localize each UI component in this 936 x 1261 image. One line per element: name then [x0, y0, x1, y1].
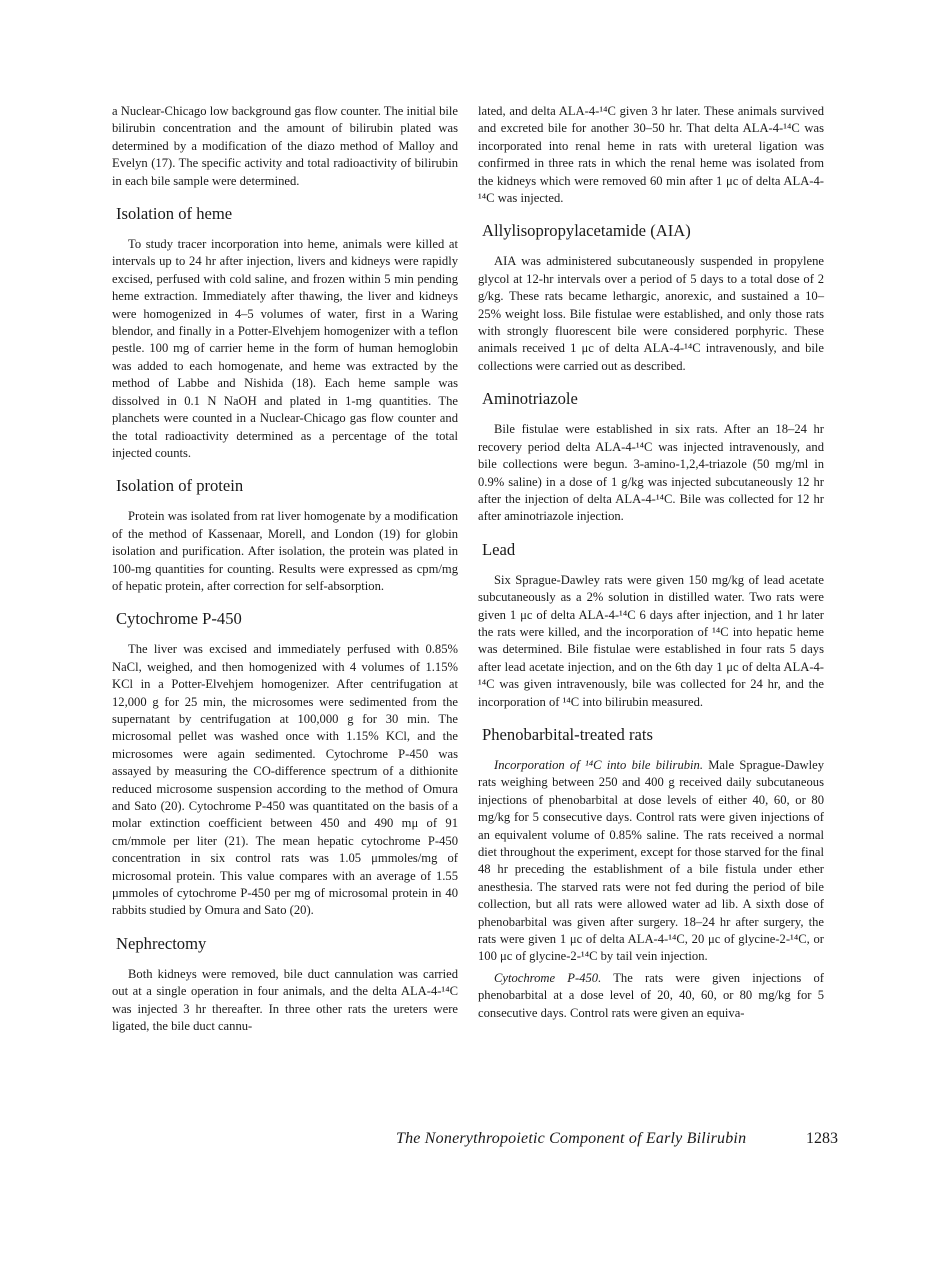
paragraph-heme: To study tracer incorporation into heme, animals were killed at intervals up to 24 hr after injection, livers and kidneys were rapidly excised, perfused with cold saline, and frozen within 5 min pending heme extraction. Immediately after thawing, the liver and kidneys were homogenized in 4–5 volumes of water, first in a Waring blendor, and finally in a Potter-Elvehjem homogenizer with a teflon pestle. 100 mg of carrier heme in the form of human hemoglobin was added to each homogenate, and heme was extracted by the method of Labbe and Nishida (18). Each heme sample was dissolved in 0.1 N NaOH and plated in 1-mg quantities. The planchets were counted in a Nuclear-Chicago gas flow counter and the total radioactivity determined as a percentage of the total injected counts. [112, 237, 458, 460]
paragraph-aia: AIA was administered subcutaneously suspended in propylene glycol at 12-hr intervals over a period of 5 days to a total dose of 2 g/kg. These rats became lethargic, anorexic, and sustained a 10–25% weight loss. Bile fistulae were established, and only those rats with strongly fluorescent bile were considered porphyric. These animals received 1 μc of delta ALA-4-¹⁴C intravenously, and bile collections were carried out as described. [478, 254, 824, 373]
paragraph-cytochrome-phenobarbital [478, 970, 824, 1022]
heading-cytochrome-p450: Cytochrome P-450 [116, 609, 242, 629]
right-column [478, 103, 824, 1022]
heading-nephrectomy: Nephrectomy [116, 933, 207, 953]
run-in-cytochrome: Cytochrome P-450. [494, 970, 602, 985]
paragraph-phenobarbital [478, 757, 824, 966]
paragraph-lead: Six Sprague-Dawley rats were given 150 mg/kg of lead acetate subcutaneously as a 2% solution in distilled water. Two rats were given 1 μc of delta ALA-4-¹⁴C 6 days after injection, and 1 hr later the rats were killed, and the incorporation of ¹⁴C into hepatic heme was determined. Bile fistulae were established in four rats 5 days after lead acetate injection, and on the 6th day 1 μc of delta ALA-4-¹⁴C was given intravenously, bile was collected for 24 hr, and the incorporation of ¹⁴C into bilirubin measured. [478, 572, 824, 709]
heading-isolation-of-heme: Isolation of heme [116, 204, 233, 224]
run-in-incorporation: Incorporation of ¹⁴C into bile bilirubin. [494, 757, 703, 772]
page-number: 1283 [806, 1130, 838, 1147]
heading-aia: Allylisopropylacetamide (AIA) [482, 221, 691, 241]
heading-lead: Lead [482, 539, 516, 559]
paragraph-nephrectomy-continued: lated, and delta ALA-4-¹⁴C given 3 hr later. These animals survived and excreted bile for another 30–50 hr. That delta ALA-4-¹⁴C was incorporated into renal heme in rats with ureteral ligation was confirmed in three rats in which the renal heme was isolated from the kidneys which were removed 60 min after 1 μc of delta ALA-4-¹⁴C was injected. [478, 104, 824, 206]
paragraph-cytochrome-p450: The liver was excised and immediately perfused with 0.85% NaCl, weighed, and then homogenized with 4 volumes of 1.15% KCl in a Potter-Elvehjem homogenizer. After centrifugation at 12,000 g for 25 min, the microsomes were sedimented from the supernatant by centrifugation at 100,000 g for 30 min. The microsomal pellet was washed once with 1.15% KCl, and the microsomes were again sedimented. Cytochrome P-450 was assayed by measuring the CO-difference spectrum of a dithionite reduced microsome suspension according to the method of Omura and Sato (20). Cytochrome P-450 was quantitated on the basis of a molar extinction coefficient between 450 and 490 mμ of 91 cm/mmole per liter (21). The mean hepatic cytochrome P-450 concentration in six control rats was 1.05 μmmoles/mg of microsomal protein. This value compares with an average of 1.55 μmmoles of cytochrome P-450 per mg of microsomal protein in 40 rabbits studied by Omura and Sato (20). [112, 642, 458, 918]
paragraph-phenobarbital-body: Male Sprague-Dawley rats weighing between 250 and 400 g received daily subcutaneous injections of phenobarbital at dose levels of either 40, 60, or 80 mg/kg for 5 consecutive days. Control rats were given injections of an equivalent volume of 0.85% saline. The rats received a normal diet throughout the experiment, except for those starved for the final 48 hr preceding the establishment of a bile fistula under ether anesthesia. The starved rats were not fed during the period of bile collection, but all rats were allowed water ad lib. A sixth dose of phenobarbital was given after surgery. 18–24 hr after surgery, the rats were given 1 μc of delta ALA-4-¹⁴C, 20 μc of glycine-2-¹⁴C, or 100 μc of glycine-2-¹⁴C by tail vein injection. [478, 757, 824, 964]
heading-isolation-of-protein: Isolation of protein [116, 476, 244, 496]
paragraph-cytochrome-phenobarbital-body: The rats were given injections of phenobarbital at a dose level of 20, 40, 60, or 80 mg/kg for 5 consecutive days. Control rats were given an equiva- [478, 970, 824, 1020]
heading-phenobarbital: Phenobarbital-treated rats [482, 724, 653, 744]
running-footer [396, 1128, 838, 1150]
left-column [112, 103, 458, 1035]
paragraph-counting: a Nuclear-Chicago low background gas flow counter. The initial bile bilirubin concentration and the amount of bilirubin plated was determined by a modification of the diazo method of Malloy and Evelyn (17). The specific activity and total radioactivity of bilirubin in each bile sample were determined. [112, 104, 458, 188]
paragraph-aminotriazole: Bile fistulae were established in six rats. After an 18–24 hr recovery period delta ALA-4-¹⁴C was injected intravenously, and bile collections were begun. 3-amino-1,2,4-triazole (50 mg/ml in 0.9% saline) in a dose of 1 g/kg was injected subcutaneously 12 hr after the injection of delta ALA-4-¹⁴C. Bile was collected for 12 hr after aminotriazole injection. [478, 422, 824, 524]
paragraph-protein: Protein was isolated from rat liver homogenate by a modification of the method of Kassenaar, Morell, and London (19) for globin isolation and purification. After isolation, the protein was plated in 100-mg quantities for counting. Results were expressed as cpm/mg of hepatic protein, after correction for self-absorption. [112, 509, 458, 593]
paragraph-nephrectomy: Both kidneys were removed, bile duct cannulation was carried out at a single operation in four animals, and the delta ALA-4-¹⁴C was injected 3 hr thereafter. In three other rats the ureters were ligated, the bile duct cannu- [112, 966, 458, 1034]
running-title: The Nonerythropoietic Component of Early Bilirubin [396, 1130, 747, 1147]
heading-aminotriazole: Aminotriazole [482, 389, 578, 409]
